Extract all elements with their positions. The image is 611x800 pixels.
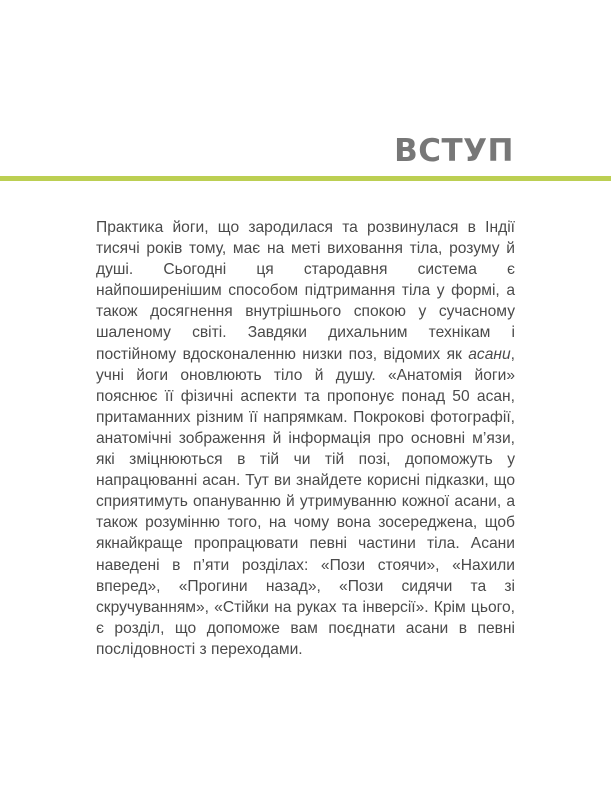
intro-text-part-1: Практика йоги, що зародилася та розвинулася в Індії тисячі років тому, має на меті виховання тіла, розуму й душі. Сьогодні ця стародавня система є найпоширенішим способом підтримання тіла у формі, а також досягнення внутрішнього спокою у сучасному шаленому світі. Завдяки дихальним технікам і постійному вдосконаленню низки поз, відомих як xyxy=(96,219,515,363)
intro-text-part-2: , учні йоги оновлюють тіло й душу. «Анатомія йоги» пояснює її фізичні аспекти та пропонує понад 50 асан, притаманних різним її напрямкам. Покрокові фотографії, анатомічні зображення й інформація про основні м’язи, які зміцнюються в тій чи тій позі, допоможуть у напрацюванні асан. Тут ви знайдете корисні підказки, що сприятимуть опануванню й утримуванню кожної асани, а також розумінню того, на чому вона зосереджена, щоб якнайкраще пропрацювати певні частини тіла. Асани наведені в п’яти розділах: «Пози стоячи», «Нахили вперед», «Прогини назад», «Пози сидячи та зі скручуванням», «Стійки на руках та інверсії». Крім цього, є розділ, що допоможе вам поєднати асани в певні послідовності з переходами. xyxy=(96,345,515,658)
page-title: ВСТУП xyxy=(394,133,514,169)
intro-italic-term: асани xyxy=(468,345,511,363)
intro-paragraph xyxy=(96,217,515,660)
accent-divider xyxy=(0,176,611,181)
